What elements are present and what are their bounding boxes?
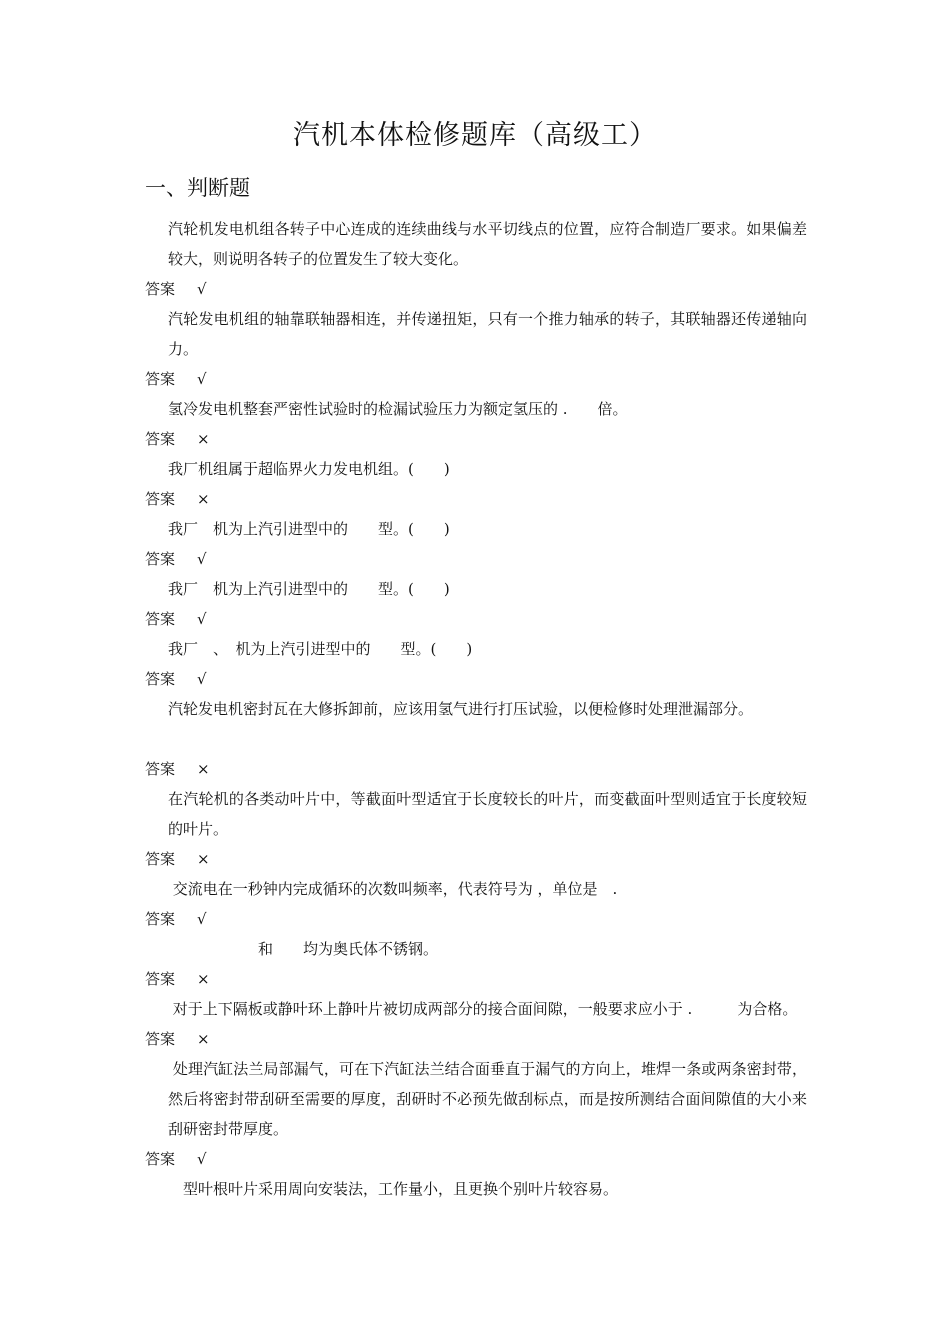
answer-label: 答案: [145, 550, 176, 568]
answer-row: [145, 274, 807, 304]
answer-mark: √: [197, 1150, 207, 1168]
section-heading: 一、判断题: [145, 176, 250, 200]
answer-label: 答案: [145, 970, 176, 988]
answer-label: 答案: [145, 670, 176, 688]
question-text: 我厂 、 机为上汽引进型中的 型。( ): [168, 640, 473, 658]
answer-label: 答案: [145, 280, 176, 298]
question-text: 型叶根叶片采用周向安装法，工作量小，且更换个别叶片较容易。: [168, 1180, 619, 1198]
question-text: 汽轮发电机密封瓦在大修拆卸前，应该用氢气进行打压试验，以便检修时处理泄漏部分。: [168, 700, 754, 718]
answer-mark: ×: [197, 430, 210, 448]
answer-mark: √: [197, 280, 207, 298]
question-text: 汽轮机发电机组各转子中心连成的连续曲线与水平切线点的位置，应符合制造厂要求。如果偏差较大，则说明各转子的位置发生了较大变化。: [168, 220, 807, 268]
answer-row: [145, 904, 807, 934]
question-text: 处理汽缸法兰局部漏气，可在下汽缸法兰结合面垂直于漏气的方向上，堆焊一条或两条密封带，然后将密封带刮研至需要的厚度，刮研时不必预先做刮标点，而是按所测结合面间隙值的大小来刮研密封带厚度。: [168, 1060, 807, 1138]
question-text: 氢冷发电机整套严密性试验时的检漏试验压力为额定氢压的 . 倍。: [168, 400, 628, 418]
answer-mark: √: [197, 670, 207, 688]
answer-label: 答案: [145, 760, 176, 778]
answer-row: [145, 484, 807, 514]
answer-mark: ×: [197, 850, 210, 868]
answer-row: [145, 544, 807, 574]
answer-mark: √: [197, 610, 207, 628]
answer-mark: √: [197, 550, 207, 568]
question-text: 我厂机组属于超临界火力发电机组。( ): [168, 460, 450, 478]
question-text: 我厂 机为上汽引进型中的 型。( ): [168, 580, 450, 598]
answer-mark: ×: [197, 1030, 210, 1048]
question-text: 汽轮发电机组的轴靠联轴器相连，并传递扭矩，只有一个推力轴承的转子，其联轴器还传递轴向力。: [168, 310, 807, 358]
page-title: 汽机本体检修题库（高级工）: [293, 120, 657, 151]
answer-mark: √: [197, 910, 207, 928]
answer-label: 答案: [145, 850, 176, 868]
answer-mark: ×: [197, 490, 210, 508]
answer-row: [145, 1144, 807, 1174]
spacer: [145, 724, 807, 754]
question-text: 交流电在一秒钟内完成循环的次数叫频率，代表符号为 ，单位是 .: [168, 880, 618, 898]
answer-row: [145, 1024, 807, 1054]
answer-row: [145, 754, 807, 784]
question-text: 对于上下隔板或静叶环上静叶片被切成两部分的接合面间隙，一般要求应小于 . 为合格。: [168, 1000, 798, 1018]
answer-mark: ×: [197, 970, 210, 988]
question-text: 在汽轮机的各类动叶片中，等截面叶型适宜于长度较长的叶片，而变截面叶型则适宜于长度较短的叶片。: [168, 790, 807, 838]
answer-row: [145, 844, 807, 874]
answer-row: [145, 604, 807, 634]
answer-label: 答案: [145, 490, 176, 508]
answer-row: [145, 664, 807, 694]
answer-mark: ×: [197, 760, 210, 778]
answer-label: 答案: [145, 370, 176, 388]
question-text: 我厂 机为上汽引进型中的 型。( ): [168, 520, 450, 538]
answer-label: 答案: [145, 610, 176, 628]
answer-label: 答案: [145, 430, 176, 448]
answer-mark: √: [197, 370, 207, 388]
answer-label: 答案: [145, 1030, 176, 1048]
answer-row: [145, 424, 807, 454]
question-list: [145, 214, 807, 1204]
answer-label: 答案: [145, 1150, 176, 1168]
answer-label: 答案: [145, 910, 176, 928]
answer-row: [145, 364, 807, 394]
question-text: 和 均为奥氏体不锈钢。: [168, 940, 439, 958]
answer-row: [145, 964, 807, 994]
